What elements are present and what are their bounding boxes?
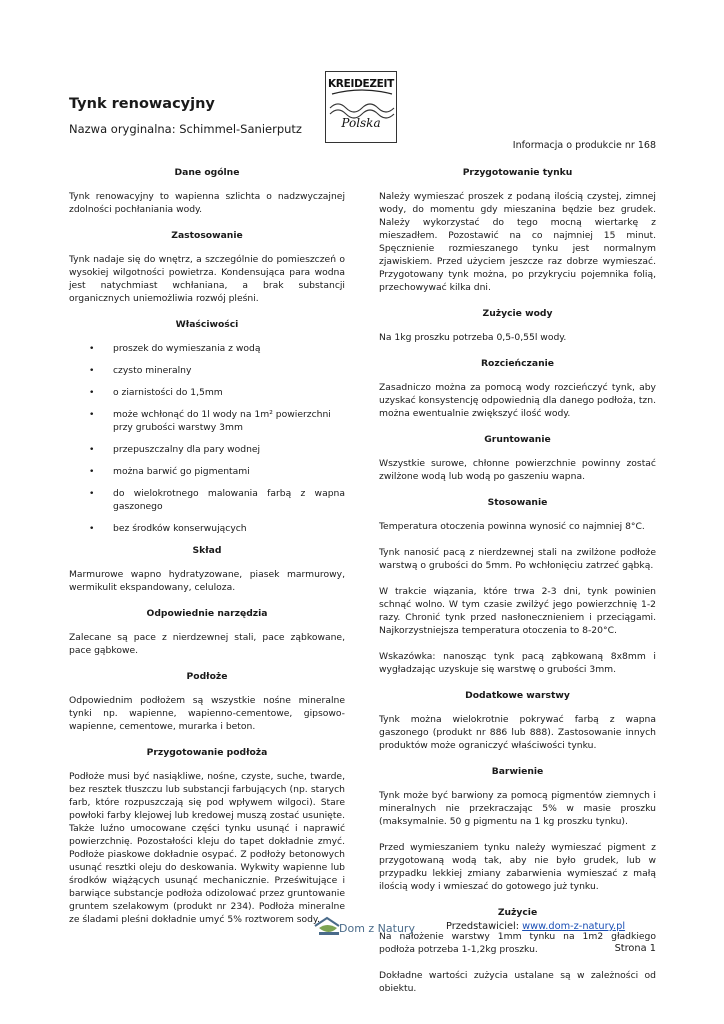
section-text: Tynk można wielokrotnie pokrywać farbą z wapna gaszonego (produkt nr 886 lub 888). Zastosowanie innych produktów może ograniczyć właściwości tynku.: [379, 714, 656, 751]
list-item-text: proszek do wymieszania z wodą: [113, 343, 261, 354]
section-text: Odpowiednim podłożem są wszystkie nośne mineralne tynki np. wapienne, wapienno-cementowe, gipsowo-wapienne, cementowe, murarka i beton.: [69, 695, 345, 732]
list-item: [69, 386, 345, 399]
bullet-icon: •: [89, 365, 95, 376]
list-item: [69, 443, 345, 456]
section-heading: Odpowiednie narzędzia: [146, 608, 268, 619]
bullet-icon: •: [89, 466, 95, 477]
bullet-icon: •: [89, 343, 95, 354]
section-text: Temperatura otoczenia powinna wynosić co najmniej 8°C.: [379, 521, 645, 532]
list-item: [69, 342, 345, 355]
list-item-text: czysto mineralny: [113, 365, 192, 376]
section-text: Wszystkie surowe, chłonne powierzchnie powinny zostać zwilżone wodą lub wodą po gaszeniu wapna.: [379, 458, 656, 482]
list-item-text: o ziarnistości do 1,5mm: [113, 387, 223, 398]
list-item-text: do wielokrotnego malowania farbą z wapna gaszonego: [113, 488, 345, 512]
section-heading: Rozcieńczanie: [480, 358, 554, 369]
document-title: Tynk renowacyjny: [69, 96, 215, 112]
list-item-text: można barwić go pigmentami: [113, 466, 250, 477]
section-heading: Barwienie: [491, 766, 544, 777]
section-text: Zasadniczo można za pomocą wody rozcieńczyć tynk, aby uzyskać konsystencję odpowiednią dla danego podłoża, tzn. można ewentualnie zwiększyć ilość wody.: [379, 382, 656, 419]
bullet-icon: •: [89, 409, 95, 420]
list-item: [69, 465, 345, 478]
section-text: Na nałożenie warstwy 1mm tynku na 1m2 gładkiego podłoża potrzeba 1-1,2kg proszku.: [379, 931, 656, 955]
section-heading: Przygotowanie podłoża: [146, 747, 268, 758]
section-heading: Właściwości: [175, 319, 239, 330]
representative-label: Przedstawiciel:: [446, 921, 523, 932]
dom-z-natury-logo: [313, 916, 417, 938]
section-text: Wskazówka: nanosząc tynk pacą ząbkowaną 8x8mm i wygładzając uzyskuje się warstwę o grubości 3mm.: [379, 651, 656, 675]
section-heading: Dane ogólne: [174, 167, 240, 178]
list-item: [69, 408, 345, 434]
section-heading: Gruntowanie: [484, 434, 551, 445]
section-heading: Przygotowanie tynku: [462, 167, 573, 178]
bullet-icon: •: [89, 488, 95, 499]
section-heading: Podłoże: [186, 671, 228, 682]
list-item-text: bez środków konserwujących: [113, 523, 247, 534]
kreidezeit-logo: [325, 71, 397, 143]
right-column: [379, 166, 656, 1005]
original-name: Nazwa oryginalna: Schimmel-Sanierputz: [69, 122, 302, 136]
representative: [446, 921, 625, 932]
section-heading: Zużycie: [497, 907, 538, 918]
representative-link[interactable]: www.dom-z-natury.pl: [522, 921, 626, 932]
left-column: [69, 166, 345, 939]
section-text: Tynk może być barwiony za pomocą pigmentów ziemnych i mineralnych nie przekraczając 5% w masie proszku (maksymalnie. 50 g pigmentu na 1 kg proszku tynku).: [379, 790, 656, 827]
logo-subtitle: Polska: [341, 116, 381, 130]
section-text: Tynk renowacyjny to wapienna szlichta o nadzwyczajnej zdolności pochłaniania wody.: [69, 191, 345, 215]
list-item: [69, 487, 345, 513]
list-item-text: może wchłonąć do 1l wody na 1m² powierzchni przy grubości warstwy 3mm: [113, 409, 331, 433]
product-info-number: Informacja o produkcie nr 168: [512, 140, 656, 151]
properties-list: [69, 342, 345, 535]
section-text: Dokładne wartości zużycia ustalane są w zależności od obiektu.: [379, 970, 656, 994]
section-text: Marmurowe wapno hydratyzowane, piasek marmurowy, wermikulit ekspandowany, celuloza.: [69, 569, 345, 593]
section-text: Należy wymieszać proszek z podaną ilością czystej, zimnej wody, do momentu gdy mieszanina będzie bez grudek. Należy wykorzystać do tego mocną wiertarkę z mieszadłem. Pozostawić na co najmniej 15 minut. Spęcznienie rozmieszanego tynku jest normalnym zjawiskiem. Przed użyciem jeszcze raz dobrze wymieszać. Przygotowany tynk można, po przykryciu pojemnika folią, przechowywać kilka dni.: [379, 191, 656, 293]
footer-logo-text: Dom z Natury: [339, 922, 415, 935]
section-text: Zalecane są pace z nierdzewnej stali, pace ząbkowane, pace gąbkowe.: [69, 632, 345, 656]
list-item-text: przepuszczalny dla pary wodnej: [113, 444, 261, 455]
bullet-icon: •: [89, 444, 95, 455]
bullet-icon: •: [89, 523, 95, 534]
section-text: Tynk nadaje się do wnętrz, a szczególnie do pomieszczeń o wysokiej wilgotności powietrza. Kondensująca para wodna jest natychmiast wchłaniana, a brak substancji organicznych uniemożliwia rozwój pleśni.: [69, 254, 345, 304]
section-text: Podłoże musi być nasiąkliwe, nośne, czyste, suche, twarde, bez resztek tłuszczu lub substancji farbujących (np. starych farb, które rozpuszczają się pod wpływem wilgoci). Stare powłoki farby klejowej lub kredowej muszą zostać usunięte. Także luźno umocowane części tynku usunąć i naprawić powierzchnię. Pozostałości kleju do tapet dokładnie zmyć. Podłoże piaskowe dokładnie osypać. Z podłoży betonowych usunąć resztki oleju do deskowania. Wykwity wapienne lub środków wiążących usunąć mechanicznie. Prześwitujące i barwiące substancje podłoża odizolować przez gruntowanie gruntem szelakowym (produkt nr 234). Podłoża mineralne ze śladami pleśni dokładnie umyć 5% roztworem sody.: [69, 771, 345, 925]
section-text: Tynk nanosić pacą z nierdzewnej stali na zwilżone podłoże warstwą o grubości do 5mm. Po wchłonięciu zatrzeć gąbką.: [379, 547, 656, 571]
section-text: W trakcie wiązania, które trwa 2-3 dni, tynk powinien schnąć wolno. W tym czasie zwilżyć jego powierzchnię 1-2 razy. Chronić tynk przed nasłonecznieniem i przeciągami. Najkorzystniejsza temperatura otoczenia to 8-20°C.: [379, 586, 656, 636]
section-heading: Stosowanie: [487, 497, 548, 508]
section-heading: Zastosowanie: [171, 230, 243, 241]
list-item: [69, 364, 345, 377]
section-text: Przed wymieszaniem tynku należy wymieszać pigment z przygotowaną wodą tak, aby nie było grudek, lub w przypadku lekkiej zmiany zabarwienia wymieszać z małą ilością wody i wmieszać do gotowego już tynku.: [379, 842, 656, 892]
section-heading: Skład: [192, 545, 222, 556]
section-text: Na 1kg proszku potrzeba 0,5-0,55l wody.: [379, 332, 567, 343]
logo-brand-text: KREIDEZEIT: [327, 78, 395, 90]
page-number: Strona 1: [614, 943, 656, 954]
section-heading: Zużycie wody: [482, 308, 553, 319]
bullet-icon: •: [89, 387, 95, 398]
section-heading: Dodatkowe warstwy: [465, 690, 570, 701]
list-item: [69, 522, 345, 535]
